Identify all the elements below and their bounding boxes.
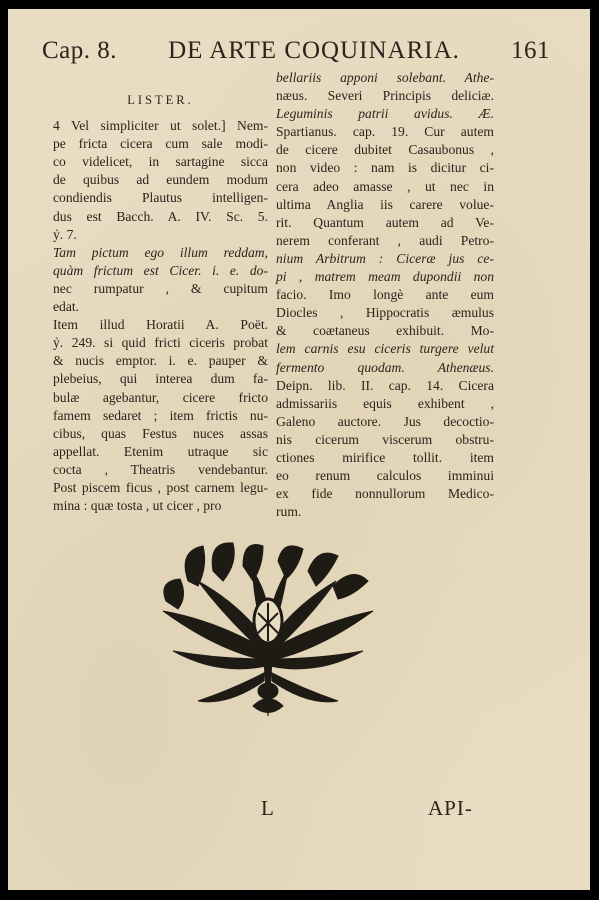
book-page bbox=[8, 9, 590, 890]
text-line: pe fricta cicera cum sale modi- bbox=[53, 136, 268, 152]
text-line: condiendis Plautus intelligen- bbox=[53, 190, 268, 206]
text-line: dus est Bacch. A. IV. Sc. 5. bbox=[53, 208, 268, 224]
text-line: Diocles , Hippocratis æmulus bbox=[276, 305, 494, 321]
text-line: Spartianus. cap. 19. Cur autem bbox=[276, 124, 494, 140]
text-line: fermento quodam. Athenæus. bbox=[276, 359, 494, 375]
text-line: admissariis equis exhibent , bbox=[276, 395, 494, 411]
page-title: DE ARTE COQUINARIA. bbox=[168, 37, 460, 64]
text-line: lem carnis esu ciceris turgere velut bbox=[276, 341, 494, 357]
text-line: Leguminis patrii avidus. Æ. bbox=[276, 106, 494, 122]
text-line: & nucis emptor. i. e. pauper & bbox=[53, 353, 268, 369]
text-line: ỷ. 249. si quid fricti ciceris probat bbox=[53, 335, 268, 351]
text-line: rum. bbox=[276, 504, 302, 520]
text-line: 4 Vel simpliciter ut solet.] Nem- bbox=[53, 118, 268, 134]
text-line: Post piscem ficus , post carnem legu- bbox=[53, 479, 268, 495]
floral-woodcut-icon bbox=[158, 541, 378, 721]
section-title: LISTER. bbox=[127, 93, 194, 107]
running-header bbox=[42, 37, 550, 65]
text-line: pi , matrem meam dupondii non bbox=[276, 269, 494, 285]
text-line: rit. Quantum autem ad Ve- bbox=[276, 214, 494, 230]
catchword: API- bbox=[428, 796, 473, 820]
text-line: Galeno auctore. Jus decoctio- bbox=[276, 413, 494, 429]
text-line: de quibus ad eundem modum bbox=[53, 172, 268, 188]
text-line: appellat. Etenim utraque sic bbox=[53, 443, 268, 459]
text-line: edat. bbox=[53, 299, 80, 315]
text-line: nec rumpatur , & cupitum bbox=[53, 280, 268, 296]
text-line: ctiones mirifice tollit. item bbox=[276, 449, 494, 465]
text-line: Item illud Horatii A. Poët. bbox=[53, 317, 268, 333]
text-line: nium Arbitrum : Ciceræ jus ce- bbox=[276, 250, 494, 266]
text-line: nis cicerum viscerum obstru- bbox=[276, 431, 494, 447]
text-line: ỷ. 7. bbox=[53, 226, 77, 242]
signature-mark: L bbox=[261, 796, 274, 820]
left-column bbox=[53, 69, 268, 515]
text-line: famem sedaret ; item frictis nu- bbox=[53, 407, 268, 423]
text-line: Tam pictum ego illum reddam, bbox=[53, 244, 268, 260]
text-line: cera adeo amasse , ut nec in bbox=[276, 178, 494, 194]
text-line: & coætaneus exhibuit. Mo- bbox=[276, 323, 494, 339]
right-column-text bbox=[276, 69, 494, 521]
text-line: plebeius, qui interea dum fa- bbox=[53, 371, 268, 387]
text-line: ultima Anglia iis carere volue- bbox=[276, 196, 494, 212]
text-line: ex fide nonnullorum Medico- bbox=[276, 486, 494, 502]
text-line: nerem conferant , audi Petro- bbox=[276, 232, 494, 248]
right-column bbox=[276, 69, 494, 521]
text-line: facio. Imo longè ante eum bbox=[276, 287, 494, 303]
text-line: bulæ agebantur, cicere fricto bbox=[53, 389, 268, 405]
text-line: næus. Severi Principis deliciæ. bbox=[276, 88, 494, 104]
text-line: co videlicet, in sartagine sicca bbox=[53, 154, 268, 170]
text-line: mina : quæ tosta , ut cicer , pro bbox=[53, 498, 222, 514]
text-line: bellariis apponi solebant. Athe- bbox=[276, 70, 494, 85]
text-line: quàm frictum est Cicer. i. e. do- bbox=[53, 262, 268, 278]
text-line: de cicere dubitet Casaubonus , bbox=[276, 142, 494, 158]
text-line: non video : nam is dicitur ci- bbox=[276, 160, 494, 176]
left-column-text bbox=[53, 117, 268, 515]
text-line: Deipn. lib. II. cap. 14. Cicera bbox=[276, 377, 494, 393]
page-number: 161 bbox=[510, 37, 550, 64]
text-line: cibus, quas Festus nuces assas bbox=[53, 425, 268, 441]
text-line: eo renum calculos imminui bbox=[276, 468, 494, 484]
chapter-label: Cap. 8. bbox=[42, 37, 118, 64]
text-line: cocta , Theatris vendebantur. bbox=[53, 461, 268, 477]
